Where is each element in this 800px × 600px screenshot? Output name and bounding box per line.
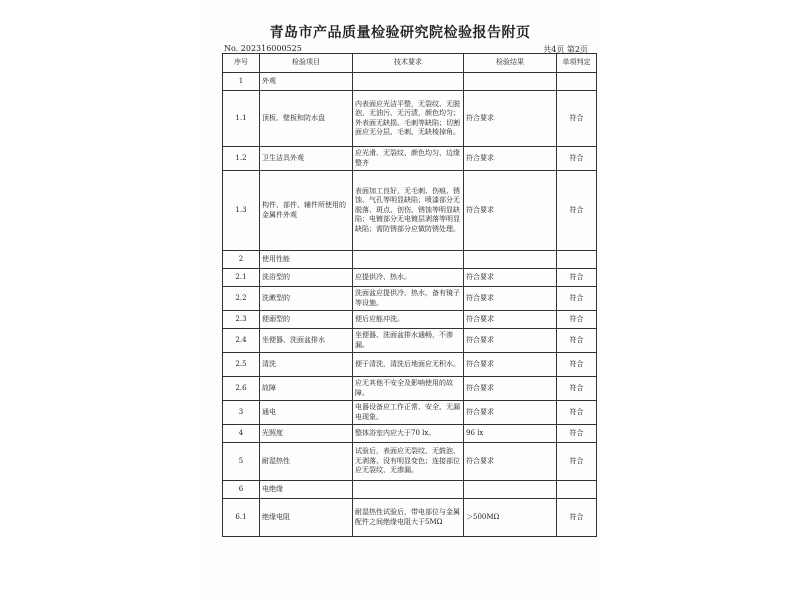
report-page <box>200 0 600 600</box>
row-verdict: 符合 <box>557 269 597 287</box>
row-result: 符合要求 <box>464 329 557 353</box>
row-result: 符合要求 <box>464 311 557 329</box>
row-item: 使用性能 <box>260 251 353 269</box>
row-number: 2.4 <box>223 329 260 353</box>
row-verdict: 符合 <box>557 377 597 401</box>
row-verdict: 符合 <box>557 425 597 443</box>
row-number: 1 <box>223 73 260 91</box>
row-requirement: 应光滑、无裂纹、颜色均匀、边缘整齐 <box>353 147 464 171</box>
row-item: 顶板、壁板和防水盘 <box>260 91 353 147</box>
table-header-row <box>223 54 597 73</box>
row-verdict: 符合 <box>557 147 597 171</box>
row-requirement <box>353 251 464 269</box>
row-verdict: 符合 <box>557 91 597 147</box>
header-no: 序号 <box>223 54 260 73</box>
row-verdict: 符合 <box>557 499 597 537</box>
row-verdict: 符合 <box>557 329 597 353</box>
row-requirement: 应无其他不安全及影响使用的故障。 <box>353 377 464 401</box>
inspection-table <box>222 53 597 537</box>
row-verdict: 符合 <box>557 311 597 329</box>
row-requirement: 内表面应光洁平整，无裂纹、无脱泡、无油污、无污渍，颜色均匀；外表面无缺损、毛刺等缺陷；切割面应无分层、毛刺、无缺棱掉角。 <box>353 91 464 147</box>
table-row <box>223 329 597 353</box>
row-item: 卫生洁具外观 <box>260 147 353 171</box>
row-number: 2.3 <box>223 311 260 329</box>
row-result: 符合要求 <box>464 91 557 147</box>
row-result: 符合要求 <box>464 401 557 425</box>
header-requirement: 技术要求 <box>353 54 464 73</box>
row-number: 2 <box>223 251 260 269</box>
table-row <box>223 311 597 329</box>
table-row <box>223 251 597 269</box>
row-verdict: 符合 <box>557 401 597 425</box>
table-row <box>223 443 597 481</box>
row-requirement: 表面加工良好，无毛刺、伤痕、锈蚀、气孔等明显缺陷；喷漆部分无脱落、斑点、创伤、锈蚀等明显缺陷；电镀部分无电镀层剥落等明显缺陷；需防锈部分应做防锈处理。 <box>353 171 464 251</box>
row-verdict <box>557 481 597 499</box>
row-requirement: 便于清洗，清洗后地面应无积水。 <box>353 353 464 377</box>
row-item: 坐便器、洗面盆排水 <box>260 329 353 353</box>
row-requirement: 耐湿热性试验后，带电部位与金属配件之间绝缘电阻大于5MΩ <box>353 499 464 537</box>
row-verdict: 符合 <box>557 287 597 311</box>
table-row <box>223 73 597 91</box>
row-item: 耐湿热性 <box>260 443 353 481</box>
page-title: 青岛市产品质量检验研究院检验报告附页 <box>269 25 531 41</box>
row-verdict: 符合 <box>557 353 597 377</box>
page-indicator: 共4页 第2页 <box>543 45 588 54</box>
table-row <box>223 91 597 147</box>
row-number: 3 <box>223 401 260 425</box>
report-number: No. 202316000525 <box>224 44 302 53</box>
row-requirement: 电器设备应工作正常、安全、无漏电现象。 <box>353 401 464 425</box>
row-verdict <box>557 73 597 91</box>
row-result: 符合要求 <box>464 147 557 171</box>
header-verdict: 单项判定 <box>557 54 597 73</box>
table-row <box>223 377 597 401</box>
table-row <box>223 481 597 499</box>
row-result: 符合要求 <box>464 269 557 287</box>
row-requirement: 整体浴室内应大于70 lx。 <box>353 425 464 443</box>
table-row <box>223 269 597 287</box>
row-verdict <box>557 251 597 269</box>
row-requirement: 洗面盆应提供冷、热水，备有镜子等设施。 <box>353 287 464 311</box>
row-number: 6 <box>223 481 260 499</box>
header-result: 检验结果 <box>464 54 557 73</box>
row-requirement: 试验后，表面应无裂纹、无鼓泡、无剥落、没有明显变色；连接部位应无裂纹、无渗漏。 <box>353 443 464 481</box>
row-item: 清洗 <box>260 353 353 377</box>
row-number: 6.1 <box>223 499 260 537</box>
row-item: 故障 <box>260 377 353 401</box>
table-row <box>223 401 597 425</box>
row-item: 光照度 <box>260 425 353 443</box>
row-item: 洗浴型的 <box>260 269 353 287</box>
row-result: ＞500MΩ <box>464 499 557 537</box>
row-number: 5 <box>223 443 260 481</box>
row-requirement <box>353 481 464 499</box>
row-requirement: 便后应能冲洗。 <box>353 311 464 329</box>
row-result: 96 lx <box>464 425 557 443</box>
table-row <box>223 425 597 443</box>
row-number: 2.2 <box>223 287 260 311</box>
row-item: 便溺型的 <box>260 311 353 329</box>
row-number: 1.2 <box>223 147 260 171</box>
row-item: 绝缘电阻 <box>260 499 353 537</box>
row-number: 1.1 <box>223 91 260 147</box>
row-verdict: 符合 <box>557 443 597 481</box>
row-result: 符合要求 <box>464 287 557 311</box>
row-item: 外观 <box>260 73 353 91</box>
row-result: 符合要求 <box>464 443 557 481</box>
row-result <box>464 73 557 91</box>
row-verdict: 符合 <box>557 171 597 251</box>
row-result <box>464 481 557 499</box>
row-number: 2.6 <box>223 377 260 401</box>
row-result <box>464 251 557 269</box>
row-number: 2.5 <box>223 353 260 377</box>
table-row <box>223 353 597 377</box>
row-requirement <box>353 73 464 91</box>
row-number: 1.3 <box>223 171 260 251</box>
row-requirement: 应提供冷、热水。 <box>353 269 464 287</box>
row-result: 符合要求 <box>464 353 557 377</box>
header-item: 检验项目 <box>260 54 353 73</box>
row-result: 符合要求 <box>464 377 557 401</box>
row-item: 构件、部件、辅件所使用的金属件外观 <box>260 171 353 251</box>
table-row <box>223 147 597 171</box>
row-item: 通电 <box>260 401 353 425</box>
row-requirement: 坐便器、洗面盆排水通畅，不渗漏。 <box>353 329 464 353</box>
row-number: 4 <box>223 425 260 443</box>
row-item: 电绝缘 <box>260 481 353 499</box>
table-row <box>223 171 597 251</box>
table-row <box>223 287 597 311</box>
row-number: 2.1 <box>223 269 260 287</box>
table-row <box>223 499 597 537</box>
row-result: 符合要求 <box>464 171 557 251</box>
row-item: 洗漱型的 <box>260 287 353 311</box>
